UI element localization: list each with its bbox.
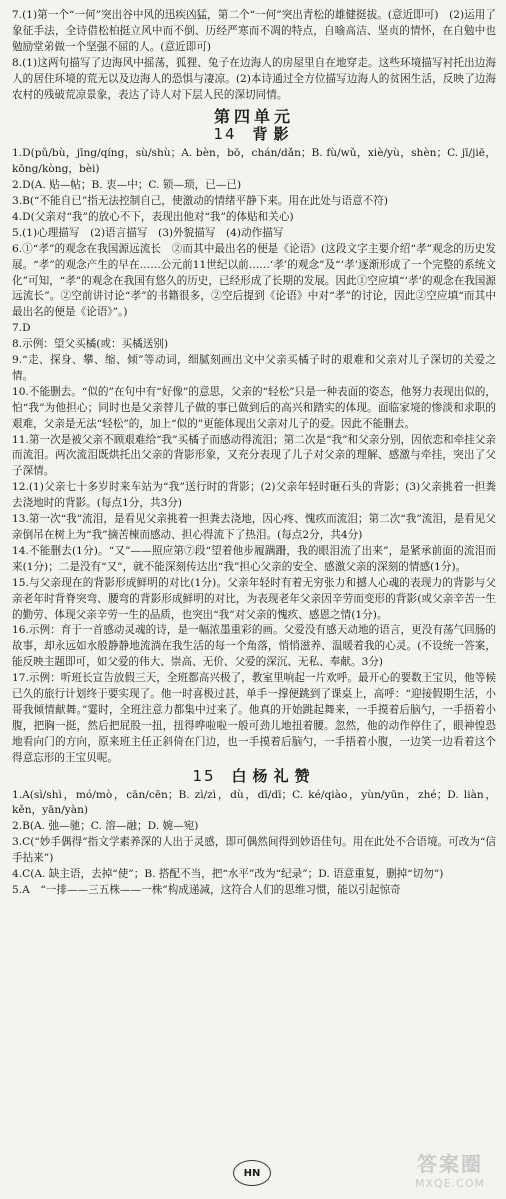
answer-paragraph: 10.不能删去。“似的”在句中有“好像”的意思，父亲的“轻松”只是一种表面的姿态，他努力表现出似的，怕“我”为他担心；同时也是父亲替儿子做的事已做到后的高兴和踏实的体现。面临家境的惨淡和求职的艰难，父亲是无法“轻松”的，加上“似的”更能体现出父亲对儿子的爱。因此不能删去。 bbox=[12, 385, 496, 430]
answer-paragraph: 6.①“孝”的观念在我国源远流长 ②而其中最出名的便是《论语》(这段文字主要介绍“孝”观念的历史发展。“孝”的观念产生的早在……公元前11世纪以前……‘孝’的观念”及“‘孝’逐渐形成了一个完整的系统文化”可知，“孝”的观念在我国有悠久的历史，已经形成了长期的发展。因此①空应填“‘孝’的观念在我国源远流长”。②空前讲讨论“孝”的书籍很多，②空后提到《论语》中对“孝”的讨论，因此②空应填“而其中最出名的便是《论语》”。) bbox=[12, 242, 496, 319]
answer-paragraph: 13.第一次“我”流泪，是看见父亲挑着一担粪去浇地，因心疼、愧疚而流泪；第二次“我”流泪，是看见父亲倒吊在树上为“我”摘苦楝而感动、担心得流下了热泪。(每点2分，共4分) bbox=[12, 513, 496, 541]
answer-paragraph: 5.A “一排——三五株——一株”构成递减，这符合人们的思维习惯，能以引起惊奇 bbox=[12, 883, 401, 896]
lesson-name: 白杨礼赞 bbox=[231, 766, 316, 785]
watermark-logo-text: 答案圈 bbox=[417, 1152, 483, 1176]
answer-paragraph: 4.D(父亲对“我”的放心不下，表现出他对“我”的体贴和关心) bbox=[12, 210, 294, 223]
answer-paragraph: 9.“走、探身、攀、缩、倾”等动词，细腻刻画出文中父亲买橘子时的艰难和父亲对儿子深切的关爱之情。 bbox=[12, 354, 496, 382]
lesson-heading bbox=[12, 127, 496, 143]
lesson-number: 15 bbox=[192, 766, 216, 785]
answer-paragraph: 8.示例：望父买橘(或：买橘送别) bbox=[12, 338, 169, 351]
answer-paragraph: 3.B(“不能自已”指无法控制自己，使激动的情绪平静下来。用在此处与语意不符) bbox=[12, 194, 388, 207]
answer-paragraph: 2.B(A. 弛—驰；C. 溶—融；D. 婉—宛) bbox=[12, 820, 199, 833]
page-mark-badge bbox=[233, 1160, 271, 1186]
lesson-number: 14 bbox=[213, 125, 237, 144]
answer-paragraph: 3.C(“妙手偶得”指文学素养深的人出于灵感，即可偶然间得到妙语佳句。用在此处不合语境。可改为“信手拈来”) bbox=[12, 836, 496, 865]
answer-paragraph: 1.D(pǔ/bù，jīng/qíng，sù/shù；A. bèn，bō，chán/dǎn；B. fù/wǔ，xiè/yù，shèn；C. jī/jiē，kōng/kòng，bèi) bbox=[12, 147, 496, 176]
lesson-heading bbox=[12, 766, 496, 785]
answer-paragraph: 2.D(A. 贴—帖；B. 衷—中；C. 锁—琐，已—已) bbox=[12, 179, 242, 192]
answer-paragraph: 12.(1)父亲七十多岁时来车站为“我”送行时的背影；(2)父亲年轻时砸石头的背影；(3)父亲挑着一担粪去浇地时的背影。(每点1分，共3分) bbox=[12, 481, 496, 510]
answer-paragraph: 1.A(sì/shì，mó/mò，cān/cēn；B. zì/zì，dù，dī/dī；C. ké/qiào，yùn/yūn，zhé；D. liàn，kěn，yān/yàn) bbox=[12, 788, 496, 817]
answer-paragraph: 4.C(A. 缺主语，去掉“使”；B. 搭配不当，把“水平”改为“纪录”；D. 语意重复，删掉“切勿”) bbox=[12, 868, 444, 881]
answer-paragraph: 14.不能删去(1分)。“又”——照应第⑦段“望着他步履蹒跚，我的眼泪流了出来”，是紧承前面的流泪而来(1分)；二是没有“又”，就不能深刻传达出“我”担心父亲的安全、感激父亲的深刻的情感(1分)。 bbox=[12, 544, 496, 573]
answer-paragraph: 11.第一次是被父亲不顾艰难给“我”买橘子而感动得流泪；第二次是“我”和父亲分别，因依恋和牵挂父亲而流泪。两次流泪既烘托出父亲的背影形象，又充分表现了儿子对父亲的理解、感激与牵挂，突出了父子深情。 bbox=[12, 433, 496, 478]
answer-page bbox=[12, 8, 496, 1158]
page-mark-text: HN bbox=[243, 1167, 261, 1179]
answer-paragraph: 8.(1)这两句描写了边海风中摇荡，狐狸、兔子在边海人的房屋里自在地穿走。这些环境描写衬托出边海人的居住环境的荒无以及边海人的恐惧与凄凉。(2)本诗通过全方位描写边海人的贫困生活，反映了边海农村的残破荒凉景象，表达了诗人对下层人民的深切同情。 bbox=[12, 56, 496, 101]
answer-paragraph: 15.与父亲现在的背影形成鲜明的对比(1分)。父亲年轻时有着无穷张力和撼人心魂的表现力的背影与父亲老年时背脊突弯、腰弯的背影形成鲜明的对比，为表现老年父亲因辛劳而变形的背影(或父亲辛苦一生的勤劳、体现父亲辛劳一生的品质，也突出“我”对父亲的愧疚、感恩之情(1分)。 bbox=[12, 576, 496, 621]
answer-paragraph: 17.示例：听班长宣告放假三天，全班都高兴极了，教室里响起一片欢呼。最开心的要数王宝贝，他等候已久的旅行计划终于要实现了。他一时喜极过甚，单手一撑便跳到了课桌上，高呼：“迎接假期生活，小哥我倾情献舞。”霎时，全班注意力都集中过来了。他真的开始跳起舞来，一手摸着后脑勺，一手捂着小腹，把胸一挺，然后把屁股一扭，扭得哗啦啦一般可劲儿地扭着腰。忽然，他的动作停住了，眼神惶恐地看向门的方向，原来班主任正斜倚在门边，也一手摸着后脑勺，一手捂着小腹，一边笑一边看着这个得意忘形的王宝贝呢。 bbox=[12, 672, 496, 764]
answer-paragraph: 16.示例：育于一首感动灵魂的诗，是一幅浓墨重彩的画。父爱没有感天动地的语言，更没有荡气回肠的故事，却永远如水般静静地流淌在我生活的每一个角落，悄悄滋养、温暖着我的心灵。(不设统一答案，能反映主题即可，如父爱的伟大、崇高、无价、父爱的深沉、无私、奉献。3分) bbox=[12, 624, 496, 669]
answer-paragraph: 7.D bbox=[12, 322, 31, 335]
lesson-name: 背影 bbox=[252, 125, 295, 144]
watermark-url-text: MXQE.COM bbox=[415, 1177, 485, 1190]
answer-paragraph: 5.(1)心理描写 (2)语言描写 (3)外貌描写 (4)动作描写 bbox=[12, 226, 284, 239]
unit-heading: 第四单元 bbox=[213, 107, 294, 127]
site-watermark bbox=[402, 1148, 498, 1194]
answer-paragraph: 7.(1)第一个“一何”突出谷中风的迅疾凶猛，第二个“一何”突出青松的雄健挺拔。(意近即可) (2)运用了象征手法，全诗借松柏挺立风中而不倒、历经严寒而不凋的特点，自喻高洁、坚贞的情怀，在自勉中也勉励堂弟做一个坚强不屈的人。(意近即可) bbox=[12, 9, 496, 53]
